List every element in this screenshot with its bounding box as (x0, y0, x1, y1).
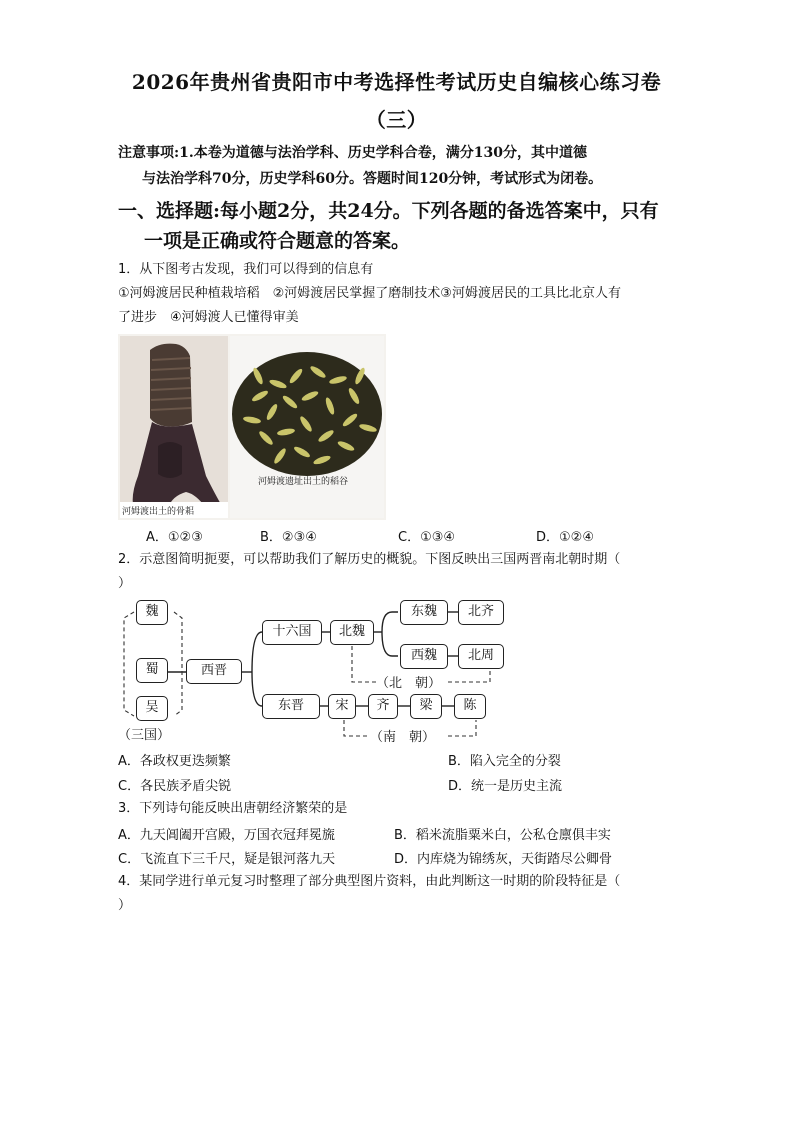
box-dongwei: 东魏 (400, 600, 448, 625)
question-4-stem-2: ） (118, 898, 132, 913)
rice-grain-image (230, 336, 384, 518)
box-wei: 魏 (136, 600, 168, 625)
section-heading-line-2: 一项是正确或符合题意的答案。 (144, 230, 411, 252)
dynasty-diagram (118, 596, 538, 744)
box-beizhou: 北周 (458, 644, 504, 669)
question-3-stem: 3．下列诗句能反映出唐朝经济繁荣的是 (118, 801, 348, 816)
notice-block (118, 140, 678, 192)
question-3-option-b[interactable]: B．稻米流脂粟米白，公私仓廪俱丰实 (394, 828, 611, 843)
archaeology-photo (118, 334, 386, 520)
label-beichao: （北 朝） (376, 676, 442, 691)
question-2-stem-2: ） (118, 576, 132, 591)
question-3 (118, 797, 678, 821)
bone-spade-caption: 河姆渡出土的骨耜 (122, 507, 195, 517)
label-nanchao: （南 朝） (370, 730, 436, 745)
question-2-option-d[interactable]: D．统一是历史主流 (448, 779, 563, 794)
notice-line-1: 注意事项:1.本卷为道德与法治学科、历史学科合卷，满分130分，其中道德 (118, 145, 588, 161)
question-2-option-c[interactable]: C．各民族矛盾尖锐 (118, 779, 232, 794)
question-3-option-c[interactable]: C．飞流直下三千尺，疑是银河落九天 (118, 852, 336, 867)
box-shiliuguo: 十六国 (262, 620, 322, 645)
bone-spade-image (120, 336, 228, 518)
rice-grain-caption: 河姆渡遗址出土的稻谷 (258, 477, 349, 487)
question-3-option-a[interactable]: A．九天阊阖开宫殿，万国衣冠拜冕旒 (118, 828, 335, 843)
notice-line-2: 与法治学科70分，历史学科60分。答题时间120分钟，考试形式为闭卷。 (142, 171, 603, 187)
question-2-option-b[interactable]: B．陷入完全的分裂 (448, 754, 561, 769)
question-1-option-c[interactable]: C．①③④ (398, 530, 456, 545)
bone-spade-photo (120, 336, 228, 518)
question-3-option-d[interactable]: D．内库烧为锦绣灰，天街踏尽公卿骨 (394, 852, 613, 867)
exam-title: 2026年贵州省贵阳市中考选择性考试历史自编核心练习卷 (131, 70, 662, 94)
question-2-stem-1: 2．示意图简明扼要，可以帮助我们了解历史的概貌。下图反映出三国两晋南北朝时期（ (118, 552, 621, 567)
question-1-option-b[interactable]: B．②③④ (260, 530, 317, 545)
rice-grain-photo (230, 336, 384, 518)
box-dongjin: 东晋 (262, 694, 320, 719)
box-song: 宋 (328, 694, 356, 719)
box-qi: 齐 (368, 694, 398, 719)
box-beiqi: 北齐 (458, 600, 504, 625)
question-1-statements-2: 了进步 ④河姆渡人已懂得审美 (118, 310, 299, 325)
box-beiwei: 北魏 (330, 620, 374, 645)
question-1-option-d[interactable]: D．①②④ (536, 530, 594, 545)
section-heading-line-1: 一、选择题:每小题2分，共24分。下列各题的备选答案中，只有 (118, 200, 659, 222)
section-heading (118, 196, 683, 256)
question-1-statements-1: ①河姆渡居民种植栽培稻 ②河姆渡居民掌握了磨制技术③河姆渡居民的工具比北京人有 (118, 286, 621, 301)
exam-title-number: （三） (365, 108, 428, 132)
box-chen: 陈 (454, 694, 486, 719)
question-1-option-a[interactable]: A．①②③ (146, 530, 203, 545)
label-sanguo: （三国） (118, 728, 171, 743)
question-1 (118, 258, 678, 330)
question-4-stem-1: 4．某同学进行单元复习时整理了部分典型图片资料，由此判断这一时期的阶段特征是（ (118, 874, 621, 889)
box-shu: 蜀 (136, 658, 168, 683)
question-2 (118, 548, 678, 596)
box-xiwei: 西魏 (400, 644, 448, 669)
question-2-option-a[interactable]: A．各政权更迭频繁 (118, 754, 231, 769)
box-xijin: 西晋 (186, 659, 242, 684)
question-1-stem: 1．从下图考古发现，我们可以得到的信息有 (118, 262, 374, 277)
box-wu: 吴 (136, 696, 168, 721)
box-liang: 梁 (410, 694, 442, 719)
question-4 (118, 870, 678, 918)
